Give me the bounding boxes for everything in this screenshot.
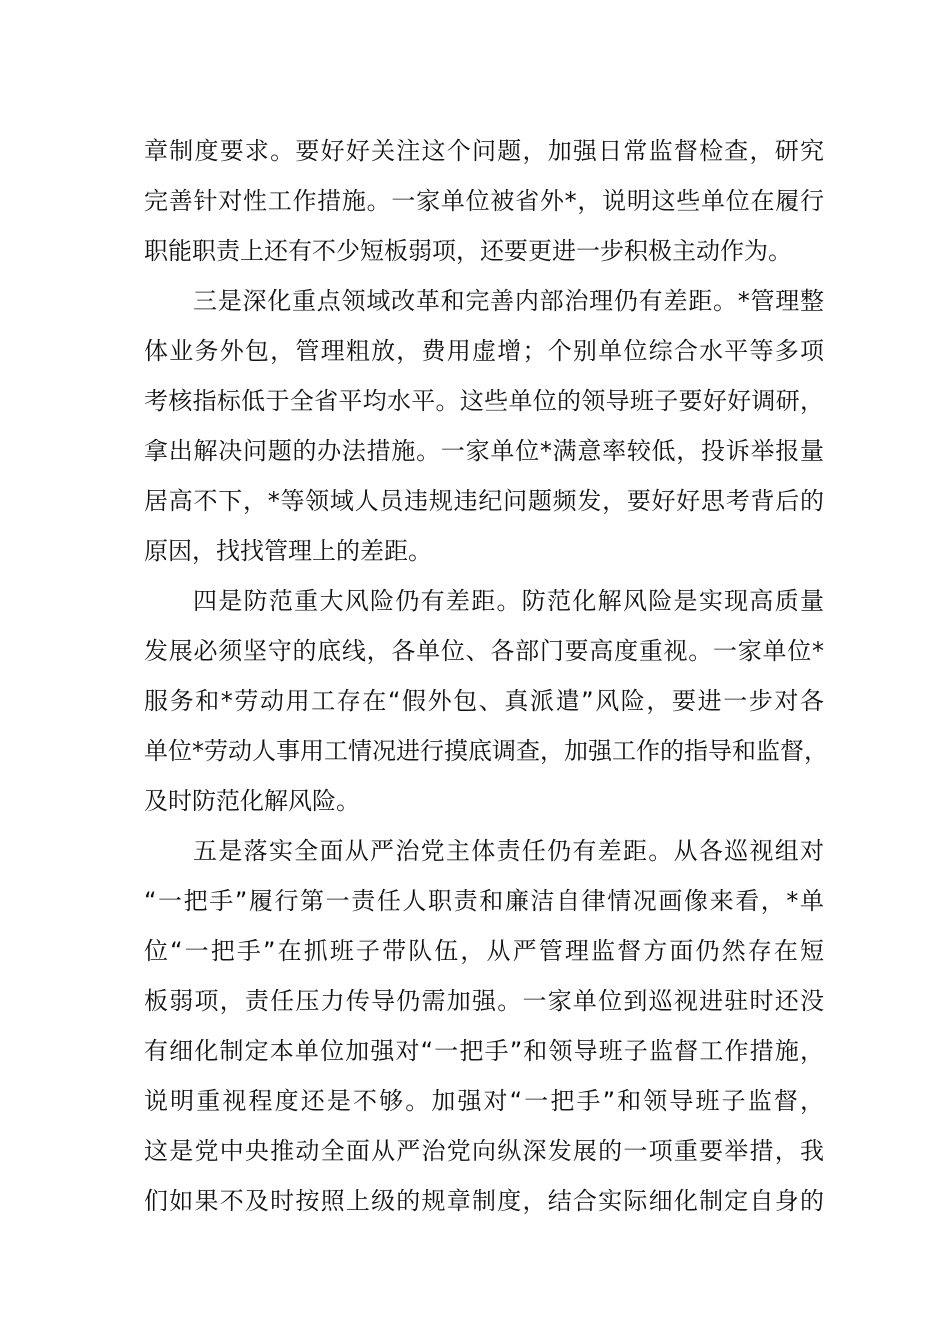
text-line: 有细化制定本单位加强对“一把手”和领导班子监督工作措施， [144, 1037, 824, 1065]
text-line: 这是党中央推动全面从严治党向纵深发展的一项重要举措，我 [144, 1137, 824, 1165]
text-line: 体业务外包，管理粗放，费用虚增；个别单位综合水平等多项 [144, 337, 824, 365]
text-line: 考核指标低于全省平均水平。这些单位的领导班子要好好调研， [144, 387, 824, 415]
text-line: 原因，找找管理上的差距。 [144, 537, 432, 565]
text-line: 单位*劳动人事用工情况进行摸底调查，加强工作的指导和监督， [144, 737, 828, 765]
text-line: 板弱项，责任压力传导仍需加强。一家单位到巡视进驻时还没 [144, 987, 824, 1015]
text-line: 完善针对性工作措施。一家单位被省外*，说明这些单位在履行 [144, 187, 824, 215]
text-line: “一把手”履行第一责任人职责和廉洁自律情况画像来看，*单 [144, 887, 824, 915]
paragraph-start-line: 五是落实全面从严治党主体责任仍有差距。从各巡视组对 [193, 837, 824, 865]
text-line: 章制度要求。要好好关注这个问题，加强日常监督检查，研究 [144, 137, 824, 165]
paragraph-start-line: 四是防范重大风险仍有差距。防范化解风险是实现高质量 [193, 587, 824, 615]
paragraph-start-line: 三是深化重点领域改革和完善内部治理仍有差距。*管理整 [193, 287, 824, 315]
text-line: 拿出解决问题的办法措施。一家单位*满意率较低，投诉举报量 [144, 437, 824, 465]
text-line: 说明重视程度还是不够。加强对“一把手”和领导班子监督， [144, 1087, 824, 1115]
text-line: 职能职责上还有不少短板弱项，还要更进一步积极主动作为。 [144, 237, 792, 265]
text-line: 服务和*劳动用工存在“假外包、真派遣”风险，要进一步对各 [144, 687, 824, 715]
text-line: 们如果不及时按照上级的规章制度，结合实际细化制定自身的 [144, 1187, 824, 1215]
text-line: 发展必须坚守的底线，各单位、各部门要高度重视。一家单位* [144, 637, 824, 665]
text-line: 及时防范化解风险。 [144, 787, 360, 815]
text-line: 位“一把手”在抓班子带队伍，从严管理监督方面仍然存在短 [144, 937, 824, 965]
text-line: 居高不下，*等领域人员违规违纪问题频发，要好好思考背后的 [144, 487, 824, 515]
